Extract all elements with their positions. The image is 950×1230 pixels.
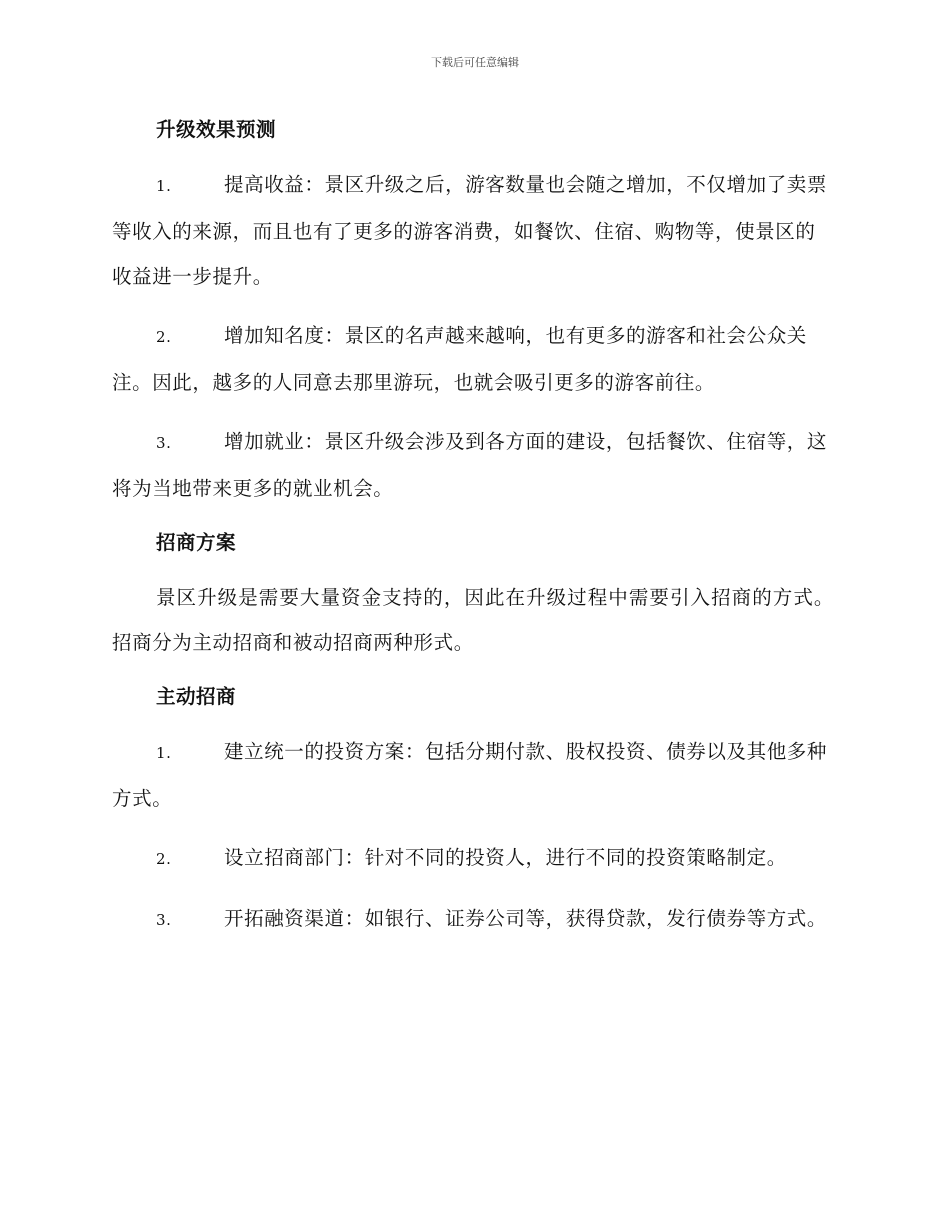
list-text: 增加就业：景区升级会涉及到各方面的建设，包括餐饮、住宿等，这将为当地带来更多的就业机会。 [112, 430, 828, 500]
list-item [112, 162, 834, 299]
list-number: 2. [156, 328, 172, 346]
list-number: 3. [156, 434, 172, 452]
list-text: 增加知名度：景区的名声越来越响，也有更多的游客和社会公众关注。因此，越多的人同意去那里游玩，也就会吸引更多的游客前往。 [112, 324, 807, 394]
list-text: 建立统一的投资方案：包括分期付款、股权投资、债券以及其他多种方式。 [112, 740, 828, 810]
section-heading-effect: 升级效果预测 [156, 118, 277, 141]
list-item [112, 729, 834, 821]
document-body [112, 112, 834, 957]
list-item [112, 419, 834, 511]
page-header: 下载后可任意编辑 [431, 56, 519, 69]
section-heading-active: 主动招商 [156, 685, 237, 708]
list-number: 2. [156, 850, 172, 868]
section-heading-invest: 招商方案 [156, 531, 237, 554]
list-item [112, 835, 834, 882]
list-text: 开拓融资渠道：如银行、证券公司等，获得贷款，发行债券等方式。 [224, 907, 828, 930]
paragraph-invest: 景区升级是需要大量资金支持的，因此在升级过程中需要引入招商的方式。招商分为主动招商和被动招商两种形式。 [112, 586, 834, 654]
list-text: 设立招商部门：针对不同的投资人，进行不同的投资策略制定。 [224, 846, 787, 869]
list-number: 1. [156, 744, 172, 762]
list-text: 提高收益：景区升级之后，游客数量也会随之增加，不仅增加了卖票等收入的来源，而且也有了更多的游客消费，如餐饮、住宿、购物等，使景区的收益进一步提升。 [112, 173, 828, 288]
list-number: 3. [156, 911, 172, 929]
list-number: 1. [156, 177, 172, 195]
list-item [112, 896, 834, 943]
list-item [112, 313, 834, 405]
